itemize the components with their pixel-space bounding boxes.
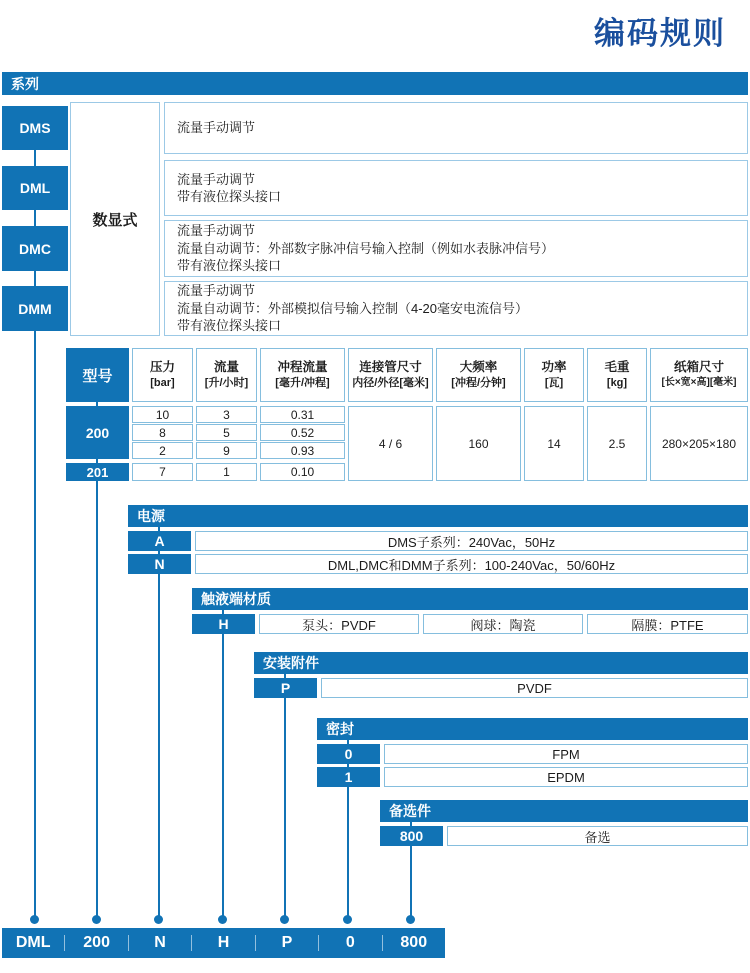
connector-line-material: [222, 599, 224, 918]
header-line: 冲程流量: [277, 360, 328, 374]
header-unit: [毫升/冲程]: [275, 377, 330, 389]
series-section-header: [2, 72, 748, 95]
code-segment-mounting: P: [281, 934, 293, 951]
power-code-n: [128, 554, 191, 574]
desc-line: 流量手动调节: [177, 171, 256, 187]
mounting-desc-pvdf: PVDF: [321, 678, 748, 698]
code-segment-model: 200: [83, 934, 110, 951]
header-unit: 内径/外径[毫米]: [352, 377, 429, 389]
connector-line-mounting: [284, 663, 286, 918]
table-header-carton: [650, 348, 748, 402]
seal-header-label: 密封: [326, 721, 354, 737]
series-code-dms: [2, 106, 68, 150]
series-code-dmm-label: DMM: [18, 300, 52, 317]
series-code-dms-label: DMS: [19, 120, 51, 136]
desc-line: 带有液位探头接口: [177, 318, 282, 334]
connector-dot: [280, 915, 289, 924]
series-code-dmc: [2, 226, 68, 271]
header-unit: [长×宽×高][毫米]: [661, 377, 737, 388]
power-desc-n: DML,DMC和DMM子系列：100-240Vac，50/60Hz: [195, 554, 748, 574]
connector-dot: [30, 915, 39, 924]
seal-code-0: [317, 744, 380, 764]
series-code-dml: [2, 166, 68, 210]
cell-pipe-size: 4 / 6: [348, 406, 433, 481]
extras-desc: 备选: [447, 826, 748, 846]
series-code-dml-label: DML: [19, 180, 51, 196]
material-desc-diaphragm: 隔膜：PTFE: [587, 614, 748, 634]
code-segment-material: H: [217, 934, 230, 951]
table-header-pipe-size: [348, 348, 433, 402]
connector-line-power: [158, 516, 160, 918]
header-line: 流量: [213, 360, 239, 374]
seal-section-header: [317, 718, 748, 740]
connector-dot: [406, 915, 415, 924]
cell-carton-size: 280×205×180: [650, 406, 748, 481]
material-desc-valve-ball: 阀球：陶瓷: [423, 614, 583, 634]
series-desc-dml: [164, 160, 748, 216]
seal-desc-epdm: EPDM: [384, 767, 748, 787]
header-line: 纸箱尺寸: [673, 360, 724, 374]
header-unit: [升/小时]: [204, 377, 249, 389]
header-line: 毛重: [604, 360, 630, 374]
header-line: 压力: [149, 360, 175, 374]
power-code-a: [128, 531, 191, 551]
cell-stroke-volume: 0.52: [260, 424, 345, 441]
power-code-n-label: N: [154, 556, 165, 572]
cell-power: 14: [524, 406, 584, 481]
power-code-a-label: A: [154, 533, 165, 549]
example-code-bar: [2, 928, 445, 958]
series-desc-dmc: [164, 220, 748, 277]
desc-line: 带有液位探头接口: [177, 258, 282, 274]
power-desc-a: DMS子系列：240Vac，50Hz: [195, 531, 748, 551]
code-segment-series: DML: [15, 934, 51, 951]
connector-dot: [343, 915, 352, 924]
extras-code-800-label: 800: [399, 828, 424, 844]
series-desc-dmm: [164, 281, 748, 336]
code-segment-extras: 800: [400, 934, 428, 951]
model-code-200: [66, 406, 129, 459]
material-code-h-label: H: [218, 616, 229, 632]
desc-line: 流量手动调节: [177, 223, 256, 239]
material-section-header: [192, 588, 748, 610]
series-type-label: 数显式: [92, 211, 138, 229]
desc-line: 流量自动调节：外部数字脉冲信号输入控制（例如水表脉冲信号）: [177, 240, 555, 256]
seal-desc-fpm: FPM: [384, 744, 748, 764]
cell-stroke-volume: 0.10: [260, 463, 345, 481]
mounting-header-label: 安装附件: [263, 655, 319, 671]
table-header-stroke-volume: [260, 348, 345, 402]
series-type-box: [70, 102, 160, 336]
series-header-label: 系列: [11, 75, 39, 92]
header-unit: [瓦]: [544, 377, 564, 389]
code-segment-seal: 0: [345, 934, 355, 951]
series-desc-dms: [164, 102, 748, 154]
model-code-201: [66, 463, 129, 481]
cell-max-frequency: 160: [436, 406, 521, 481]
cell-stroke-volume: 0.93: [260, 442, 345, 459]
series-code-dmm: [2, 286, 68, 331]
extras-code-800: [380, 826, 443, 846]
table-header-flow: [196, 348, 257, 402]
seal-code-1: [317, 767, 380, 787]
power-section-header: [128, 505, 748, 527]
code-segment-power: N: [154, 934, 166, 951]
desc-line: 流量自动调节：外部模拟信号输入控制（4-20毫安电流信号）: [177, 300, 529, 316]
cell-flow: 5: [196, 424, 257, 441]
cell-pressure: 2: [132, 442, 193, 459]
seal-code-0-label: 0: [344, 746, 353, 762]
cell-pressure: 10: [132, 406, 193, 423]
header-unit: [kg]: [606, 377, 628, 389]
model-200-label: 200: [85, 424, 110, 441]
series-code-dmc-label: DMC: [19, 240, 51, 257]
connector-dot: [218, 915, 227, 924]
extras-header-label: 备选件: [389, 803, 431, 819]
mounting-section-header: [254, 652, 748, 674]
desc-line: 流量手动调节: [177, 283, 256, 299]
table-header-max-frequency: [436, 348, 521, 402]
cell-weight: 2.5: [587, 406, 647, 481]
connector-dot: [154, 915, 163, 924]
model-header-label: 型号: [82, 367, 113, 385]
page-title: 编码规则: [594, 16, 726, 51]
header-unit: [bar]: [150, 377, 175, 389]
mounting-code-p: [254, 678, 317, 698]
mounting-code-p-label: P: [280, 680, 291, 696]
table-header-model: [66, 348, 129, 402]
header-line: 功率: [541, 360, 567, 374]
header-line: 连接管尺寸: [359, 360, 422, 374]
table-header-pressure: [132, 348, 193, 402]
cell-pressure: 7: [132, 463, 193, 481]
cell-flow: 1: [196, 463, 257, 481]
table-header-weight: [587, 348, 647, 402]
header-line: 大频率: [459, 360, 498, 374]
cell-flow: 9: [196, 442, 257, 459]
cell-pressure: 8: [132, 424, 193, 441]
desc-line: 流量手动调节: [177, 120, 256, 136]
cell-stroke-volume: 0.31: [260, 406, 345, 423]
header-unit: [冲程/分钟]: [451, 377, 506, 389]
material-header-label: 触液端材质: [201, 591, 271, 607]
desc-line: 带有液位探头接口: [177, 189, 282, 204]
material-code-h: [192, 614, 255, 634]
material-desc-pump-head: 泵头：PVDF: [259, 614, 419, 634]
connector-dot: [92, 915, 101, 924]
model-201-label: 201: [86, 464, 109, 480]
cell-flow: 3: [196, 406, 257, 423]
power-header-label: 电源: [137, 508, 165, 524]
seal-code-1-label: 1: [344, 769, 353, 785]
table-header-power: [524, 348, 584, 402]
extras-section-header: [380, 800, 748, 822]
